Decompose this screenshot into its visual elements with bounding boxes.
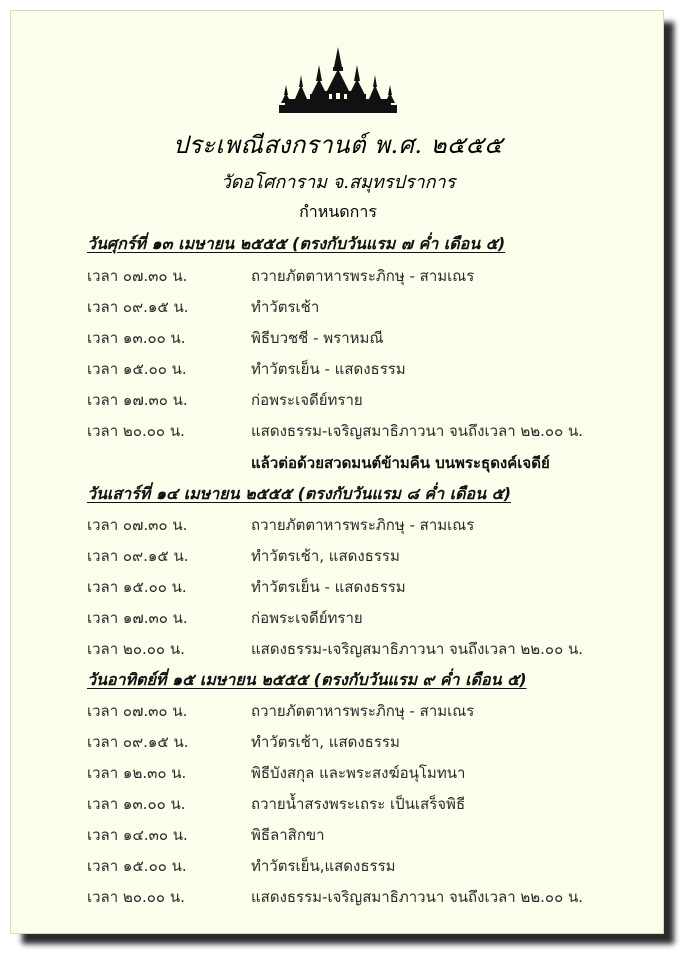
schedule-row <box>87 606 647 628</box>
schedule-row <box>87 295 647 317</box>
schedule-row <box>87 326 647 348</box>
schedule-time: เวลา ๐๙.๑๕ น. <box>87 298 189 316</box>
schedule-activity: แสดงธรรม-เจริญสมาธิภาวนา จนถึงเวลา ๒๒.๐๐ น. <box>251 640 584 658</box>
day-heading: วันเสาร์ที่ ๑๔ เมษายน ๒๕๕๕ (ตรงกับวันแรม ๘ ค่ำ เดือน ๕) <box>87 484 512 503</box>
page-title: ประเพณีสงกรานต์ พ.ศ. ๒๕๕๕ <box>173 131 503 159</box>
schedule-activity: แสดงธรรม-เจริญสมาธิภาวนา จนถึงเวลา ๒๒.๐๐ น. <box>251 888 584 906</box>
schedule-time: เวลา ๒๐.๐๐ น. <box>87 640 185 658</box>
schedule-activity: ถวายภัตตาหารพระภิกษุ - สามเณร <box>251 267 475 285</box>
schedule-row <box>87 357 647 379</box>
schedule-row <box>87 544 647 566</box>
schedule-row <box>87 699 647 721</box>
schedule-time: เวลา ๑๕.๐๐ น. <box>87 857 187 875</box>
schedule-activity: ทำวัตรเย็น - แสดงธรรม <box>251 360 406 378</box>
schedule-activity: พิธีบังสกุล และพระสงฆ์อนุโมทนา <box>251 764 466 782</box>
schedule-activity: ถวายน้ำสรงพระเถระ เป็นเสร็จพิธี <box>251 795 466 813</box>
schedule-row <box>87 761 647 783</box>
schedule-time: เวลา ๑๗.๓๐ น. <box>87 391 188 409</box>
schedule-row <box>87 419 647 441</box>
schedule-activity: ทำวัตรเช้า, แสดงธรรม <box>251 547 400 565</box>
schedule-row <box>87 264 647 286</box>
schedule-activity: ก่อพระเจดีย์ทราย <box>251 609 363 627</box>
schedule-label: กำหนดการ <box>299 202 377 221</box>
schedule-activity: แสดงธรรม-เจริญสมาธิภาวนา จนถึงเวลา ๒๒.๐๐ น. <box>251 422 584 440</box>
schedule-activity: ทำวัตรเย็น - แสดงธรรม <box>251 578 406 596</box>
schedule-time: เวลา ๐๗.๓๐ น. <box>87 516 188 534</box>
schedule-activity: พิธีบวชชี - พราหมณี <box>251 329 384 347</box>
day-heading: วันอาทิตย์ที่ ๑๕ เมษายน ๒๕๕๕ (ตรงกับวันแรม ๙ ค่ำ เดือน ๕) <box>87 670 527 689</box>
schedule-time: เวลา ๐๙.๑๕ น. <box>87 547 189 565</box>
schedule-row <box>87 854 647 876</box>
schedule-row <box>87 792 647 814</box>
temple-silhouette-icon <box>279 47 397 113</box>
temple-name: วัดอโศการาม จ.สมุทรปราการ <box>220 172 456 193</box>
schedule-time: เวลา ๑๕.๐๐ น. <box>87 578 187 596</box>
schedule-activity: ทำวัตรเช้า <box>251 298 320 316</box>
schedule-row <box>87 885 647 907</box>
schedule-row <box>87 730 647 752</box>
schedule-time: เวลา ๑๓.๐๐ น. <box>87 329 186 347</box>
schedule-time: เวลา ๐๗.๓๐ น. <box>87 702 188 720</box>
schedule-time: เวลา ๑๔.๓๐ น. <box>87 826 188 844</box>
schedule-time: เวลา ๑๗.๓๐ น. <box>87 609 188 627</box>
schedule-row <box>87 575 647 597</box>
schedule-activity: พิธีลาสิกขา <box>251 826 325 844</box>
schedule-activity: ถวายภัตตาหารพระภิกษุ - สามเณร <box>251 702 475 720</box>
schedule-time: เวลา ๑๓.๐๐ น. <box>87 795 186 813</box>
document-page <box>10 10 664 934</box>
day-heading: วันศุกร์ที่ ๑๓ เมษายน ๒๕๕๕ (ตรงกับวันแรม ๗ ค่ำ เดือน ๕) <box>87 234 506 253</box>
schedule-time: เวลา ๐๗.๓๐ น. <box>87 267 188 285</box>
schedule-activity: ทำวัตรเย็น,แสดงธรรม <box>251 857 396 875</box>
schedule-time: เวลา ๒๐.๐๐ น. <box>87 888 185 906</box>
schedule-time: เวลา ๑๕.๐๐ น. <box>87 360 187 378</box>
schedule-time: เวลา ๒๐.๐๐ น. <box>87 422 185 440</box>
schedule-activity: ก่อพระเจดีย์ทราย <box>251 391 363 409</box>
schedule-row <box>87 513 647 535</box>
schedule-row <box>87 637 647 659</box>
schedule-note: แล้วต่อด้วยสวดมนต์ข้ามคืน บนพระธุดงค์เจดีย์ <box>251 454 550 472</box>
schedule-time: เวลา ๐๙.๑๕ น. <box>87 733 189 751</box>
schedule-row <box>87 823 647 845</box>
schedule-time: เวลา ๑๒.๓๐ น. <box>87 764 187 782</box>
schedule-activity: ถวายภัตตาหารพระภิกษุ - สามเณร <box>251 516 475 534</box>
schedule-activity: ทำวัตรเช้า, แสดงธรรม <box>251 733 400 751</box>
schedule-row <box>87 388 647 410</box>
